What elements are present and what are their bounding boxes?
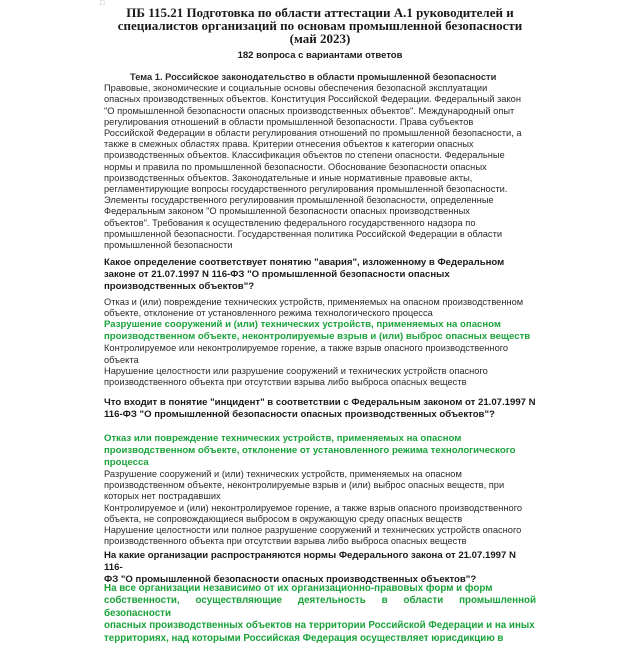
topic-line: Российской Федерации в области регулирования отношений по промышленной безопасности, а [104,128,522,139]
title-line: ПБ 115.21 Подготовка по области аттестации А.1 руководителей и [126,5,514,20]
document-title [100,6,540,45]
question-line: 116-ФЗ "О промышленной безопасности опасных производственных объектов"? [104,409,495,420]
topic-heading: Тема 1. Российское законодательство в области промышленной безопасности [130,72,497,82]
answer-line: производственного объекта при отсутствии взрыва либо выброса опасных веществ [104,536,467,547]
question-line: Что входит в понятие "инцидент" в соответствии с Федеральным законом от 21.07.1997 N [104,397,536,408]
topic-line: Элементы государственного регулирования промышленной безопасности, определенные [104,195,494,206]
answer-line: собственности, осуществляющие деятельность в области промышленной безопасности [104,595,536,619]
topic-line: Правовые, экономические и социальные основы обеспечения безопасной эксплуатации [104,83,488,94]
answer-line: Нарушение целостности или разрушение сооружений и технических устройств опасного [104,365,488,376]
topic-line: производственных объектов. Классификация объектов по степени опасности. Федеральные [104,150,505,161]
answer-line: производственном объекте, неконтролируемые взрыв и (или) выброс опасных веществ, при [104,480,505,491]
answer-option [104,503,536,525]
answer-line: объекта, не сопровождающиеся выбросом в окружающую среду опасных веществ [104,513,463,524]
answer-line: Нарушение целостности или полное разрушение сооружений и технических устройств опасного [104,525,522,536]
answer-option [104,366,536,388]
answer-option [104,469,536,503]
topic-line: регламентирующие вопросы государственного регулирования промышленной безопасности. [104,184,508,195]
answer-option [104,525,536,547]
answer-line: производственном объекте, отклонение от установленного режима технологического [104,445,516,456]
answer-line: Отказ и (или) повреждение технических устройств, применяемых на опасном производственном [104,297,524,307]
question-line: ФЗ "О промышленной безопасности опасных производственных объектов"? [104,574,477,585]
topic-section [104,72,536,251]
question-text [104,257,536,293]
answer-line: территориях, над которыми Российская Федерация осуществляет юрисдикцию в [104,632,504,644]
answer-line: Отказ или повреждение технических устройств, применяемых на опасном [104,433,462,444]
topic-line: Федеральным законом "О промышленной безопасности опасных производственных [104,206,470,217]
topic-line: промышленной безопасности. Государственная политика Российской Федерации в области [104,228,503,239]
answer-line: На все организации независимо от их организационно-правовых форм и форм [104,583,493,594]
question-text [104,550,536,586]
title-line: специалистов организаций по основам промышленной безопасности [117,18,523,33]
topic-line: также в смежных областях права. Критерии отнесения объектов к категории опасных [104,139,474,150]
paragraph-anchor-mark: □ [100,0,105,7]
correct-answer [104,433,536,469]
answer-list [104,433,536,547]
answer-line: Разрушение сооружений и (или) технических устройств, применяемых на опасном [104,469,462,479]
answer-line: производственного объекта при отсутствии взрыва либо выброса опасных веществ [104,377,467,388]
document-subtitle: 182 вопроса с вариантами ответов [237,50,403,61]
answer-option [104,297,536,319]
topic-line: производственных объектов. Законодательные и иные нормативные правовые акты, [104,172,473,183]
question-line: законе от 21.07.1997 N 116-ФЗ "О промышленной безопасности опасных [104,269,450,280]
topic-line: "О промышленной безопасности опасных производственных объектов". Международный опыт [104,105,515,116]
answer-line: Контролируемое или неконтролируемое горение, а также взрыв опасного производственного [104,343,509,354]
answer-list [104,297,536,388]
correct-answer [104,319,536,343]
question-text [104,397,536,421]
answer-line: Контролируемое и (или) неконтролируемое горение, а также взрыв опасного производственного [104,502,523,513]
topic-line: объектов". Требования к осуществлению федерального государственного надзора по [104,217,476,228]
title-line: (май 2023) [289,31,351,46]
topic-line: нормы и правила по промышленной безопасности. Обоснование безопасности опасных [104,161,487,172]
answer-line: которых нет пострадавших [104,491,221,502]
topic-line: опасных производственных объектов. Конституция Российской Федерации. Федеральный закон [104,94,521,105]
correct-answer [104,583,536,645]
answer-line: производственном объекте, неконтролируемые взрыв и (или) выброс опасных веществ [104,331,531,343]
topic-line: промышленной безопасности [104,240,233,251]
answer-line: процесса [104,457,149,468]
answer-line: опасных производственных объектов на территории Российской Федерации и на иных [104,620,535,632]
answer-line: Разрушение сооружений и (или) технических устройств, применяемых на опасном [104,319,501,331]
question-line: производственных объектов"? [104,281,255,292]
question-line: Какое определение соответствует понятию "авария", изложенному в Федеральном [104,257,505,268]
answer-line: объекта [104,354,139,365]
topic-line: регулирования отношений в области промышленной безопасности. Права субъектов [104,116,474,127]
answer-line: объекте, отклонение от установленного режима технологического процесса [104,308,433,319]
question-line: На какие организации распространяются нормы Федерального закона от 21.07.1997 N 116- [104,550,516,573]
answer-option [104,343,536,365]
